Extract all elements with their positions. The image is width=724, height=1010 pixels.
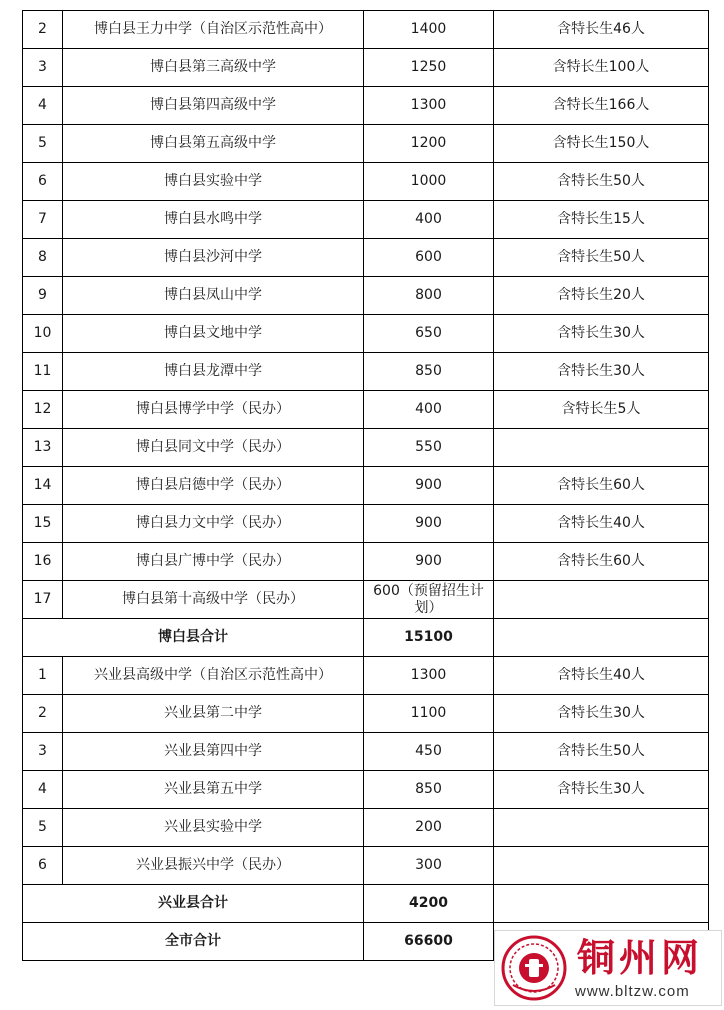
school-name: 博白县第五高级中学: [63, 125, 364, 163]
table-row: [23, 49, 709, 87]
row-number: 3: [23, 49, 63, 87]
enroll-quota: 200: [364, 809, 494, 847]
school-name: 兴业县第四中学: [63, 733, 364, 771]
school-name: 博白县启德中学（民办）: [63, 467, 364, 505]
row-number: 10: [23, 315, 63, 353]
table-row: [23, 505, 709, 543]
table-row: [23, 201, 709, 239]
table-row: [23, 277, 709, 315]
remark: 含特长生50人: [494, 733, 709, 771]
county-total-row: [23, 885, 709, 923]
row-number: 7: [23, 201, 63, 239]
school-name: 博白县广博中学（民办）: [63, 543, 364, 581]
table-row: [23, 657, 709, 695]
remark: 含特长生20人: [494, 277, 709, 315]
remark: 含特长生46人: [494, 11, 709, 49]
school-name: 博白县沙河中学: [63, 239, 364, 277]
school-name: 兴业县高级中学（自治区示范性高中）: [63, 657, 364, 695]
school-name: 博白县文地中学: [63, 315, 364, 353]
row-number: 3: [23, 733, 63, 771]
row-number: 2: [23, 695, 63, 733]
remark: 含特长生5人: [494, 391, 709, 429]
school-name: 博白县水鸣中学: [63, 201, 364, 239]
remark: 含特长生60人: [494, 467, 709, 505]
school-name: 博白县第四高级中学: [63, 87, 364, 125]
school-name: 博白县同文中学（民办）: [63, 429, 364, 467]
county-total-row: [23, 619, 709, 657]
watermark-url: www.bltzw.com: [575, 983, 690, 1000]
enroll-quota: 800: [364, 277, 494, 315]
enroll-quota: 450: [364, 733, 494, 771]
enrollment-plan-table: [22, 10, 709, 961]
table-row: [23, 543, 709, 581]
enroll-quota: 550: [364, 429, 494, 467]
row-number: 2: [23, 11, 63, 49]
school-name: 博白县第三高级中学: [63, 49, 364, 87]
county-total-label: 兴业县合计: [23, 885, 364, 923]
school-name: 博白县凤山中学: [63, 277, 364, 315]
remark: 含特长生40人: [494, 657, 709, 695]
remark: 含特长生100人: [494, 49, 709, 87]
table-row: [23, 809, 709, 847]
county-total-quota: 15100: [364, 619, 494, 657]
table-row: [23, 733, 709, 771]
school-name: 兴业县第二中学: [63, 695, 364, 733]
row-number: 4: [23, 771, 63, 809]
city-total-label: 全市合计: [23, 923, 364, 961]
table-row: [23, 467, 709, 505]
remark: 含特长生50人: [494, 163, 709, 201]
remark: [494, 885, 709, 923]
table-row: [23, 391, 709, 429]
remark: 含特长生30人: [494, 695, 709, 733]
enroll-quota: 1300: [364, 657, 494, 695]
row-number: 16: [23, 543, 63, 581]
school-name: 兴业县振兴中学（民办）: [63, 847, 364, 885]
table-row: [23, 353, 709, 391]
table-row: [23, 11, 709, 49]
row-number: 14: [23, 467, 63, 505]
table-row: [23, 771, 709, 809]
remark: 含特长生40人: [494, 505, 709, 543]
watermark-title: 铜州网: [577, 936, 704, 980]
enroll-quota: 1300: [364, 87, 494, 125]
remark: [494, 619, 709, 657]
row-number: 1: [23, 657, 63, 695]
remark: 含特长生30人: [494, 353, 709, 391]
school-name: 兴业县第五中学: [63, 771, 364, 809]
enroll-quota: 600: [364, 239, 494, 277]
remark: [494, 581, 709, 619]
enroll-quota: 1400: [364, 11, 494, 49]
row-number: 5: [23, 125, 63, 163]
county-total-label: 博白县合计: [23, 619, 364, 657]
remark: 含特长生30人: [494, 315, 709, 353]
table-row: [23, 695, 709, 733]
table-row: [23, 239, 709, 277]
school-name: 博白县实验中学: [63, 163, 364, 201]
remark: 含特长生60人: [494, 543, 709, 581]
enroll-quota: 1100: [364, 695, 494, 733]
row-number: 13: [23, 429, 63, 467]
row-number: 15: [23, 505, 63, 543]
enroll-quota: 300: [364, 847, 494, 885]
enroll-quota: 1000: [364, 163, 494, 201]
city-total-quota: 66600: [364, 923, 494, 961]
seal-logo-icon: [501, 935, 567, 1001]
table-row: [23, 87, 709, 125]
row-number: 4: [23, 87, 63, 125]
row-number: 17: [23, 581, 63, 619]
row-number: 12: [23, 391, 63, 429]
remark: 含特长生166人: [494, 87, 709, 125]
enroll-quota: 400: [364, 201, 494, 239]
table-row: [23, 847, 709, 885]
remark: [494, 809, 709, 847]
enroll-quota: 900: [364, 467, 494, 505]
enroll-quota: 850: [364, 353, 494, 391]
remark: [494, 429, 709, 467]
enroll-quota: 1250: [364, 49, 494, 87]
remark: 含特长生150人: [494, 125, 709, 163]
table-row: [23, 315, 709, 353]
remark: 含特长生50人: [494, 239, 709, 277]
school-name: 博白县博学中学（民办）: [63, 391, 364, 429]
row-number: 6: [23, 163, 63, 201]
school-name: 博白县王力中学（自治区示范性高中）: [63, 11, 364, 49]
table-row: [23, 125, 709, 163]
enroll-quota: 900: [364, 543, 494, 581]
enroll-quota: 650: [364, 315, 494, 353]
enroll-quota: 900: [364, 505, 494, 543]
school-name: 博白县力文中学（民办）: [63, 505, 364, 543]
enroll-quota: 600（预留招生计划）: [364, 581, 494, 619]
row-number: 9: [23, 277, 63, 315]
enroll-quota: 850: [364, 771, 494, 809]
table-row: [23, 581, 709, 619]
site-watermark: [494, 930, 722, 1006]
school-name: 兴业县实验中学: [63, 809, 364, 847]
row-number: 6: [23, 847, 63, 885]
row-number: 5: [23, 809, 63, 847]
table-row: [23, 429, 709, 467]
row-number: 8: [23, 239, 63, 277]
county-total-quota: 4200: [364, 885, 494, 923]
enroll-quota: 1200: [364, 125, 494, 163]
enroll-quota: 400: [364, 391, 494, 429]
table-row: [23, 163, 709, 201]
school-name: 博白县第十高级中学（民办）: [63, 581, 364, 619]
remark: 含特长生30人: [494, 771, 709, 809]
row-number: 11: [23, 353, 63, 391]
remark: [494, 847, 709, 885]
remark: 含特长生15人: [494, 201, 709, 239]
school-name: 博白县龙潭中学: [63, 353, 364, 391]
